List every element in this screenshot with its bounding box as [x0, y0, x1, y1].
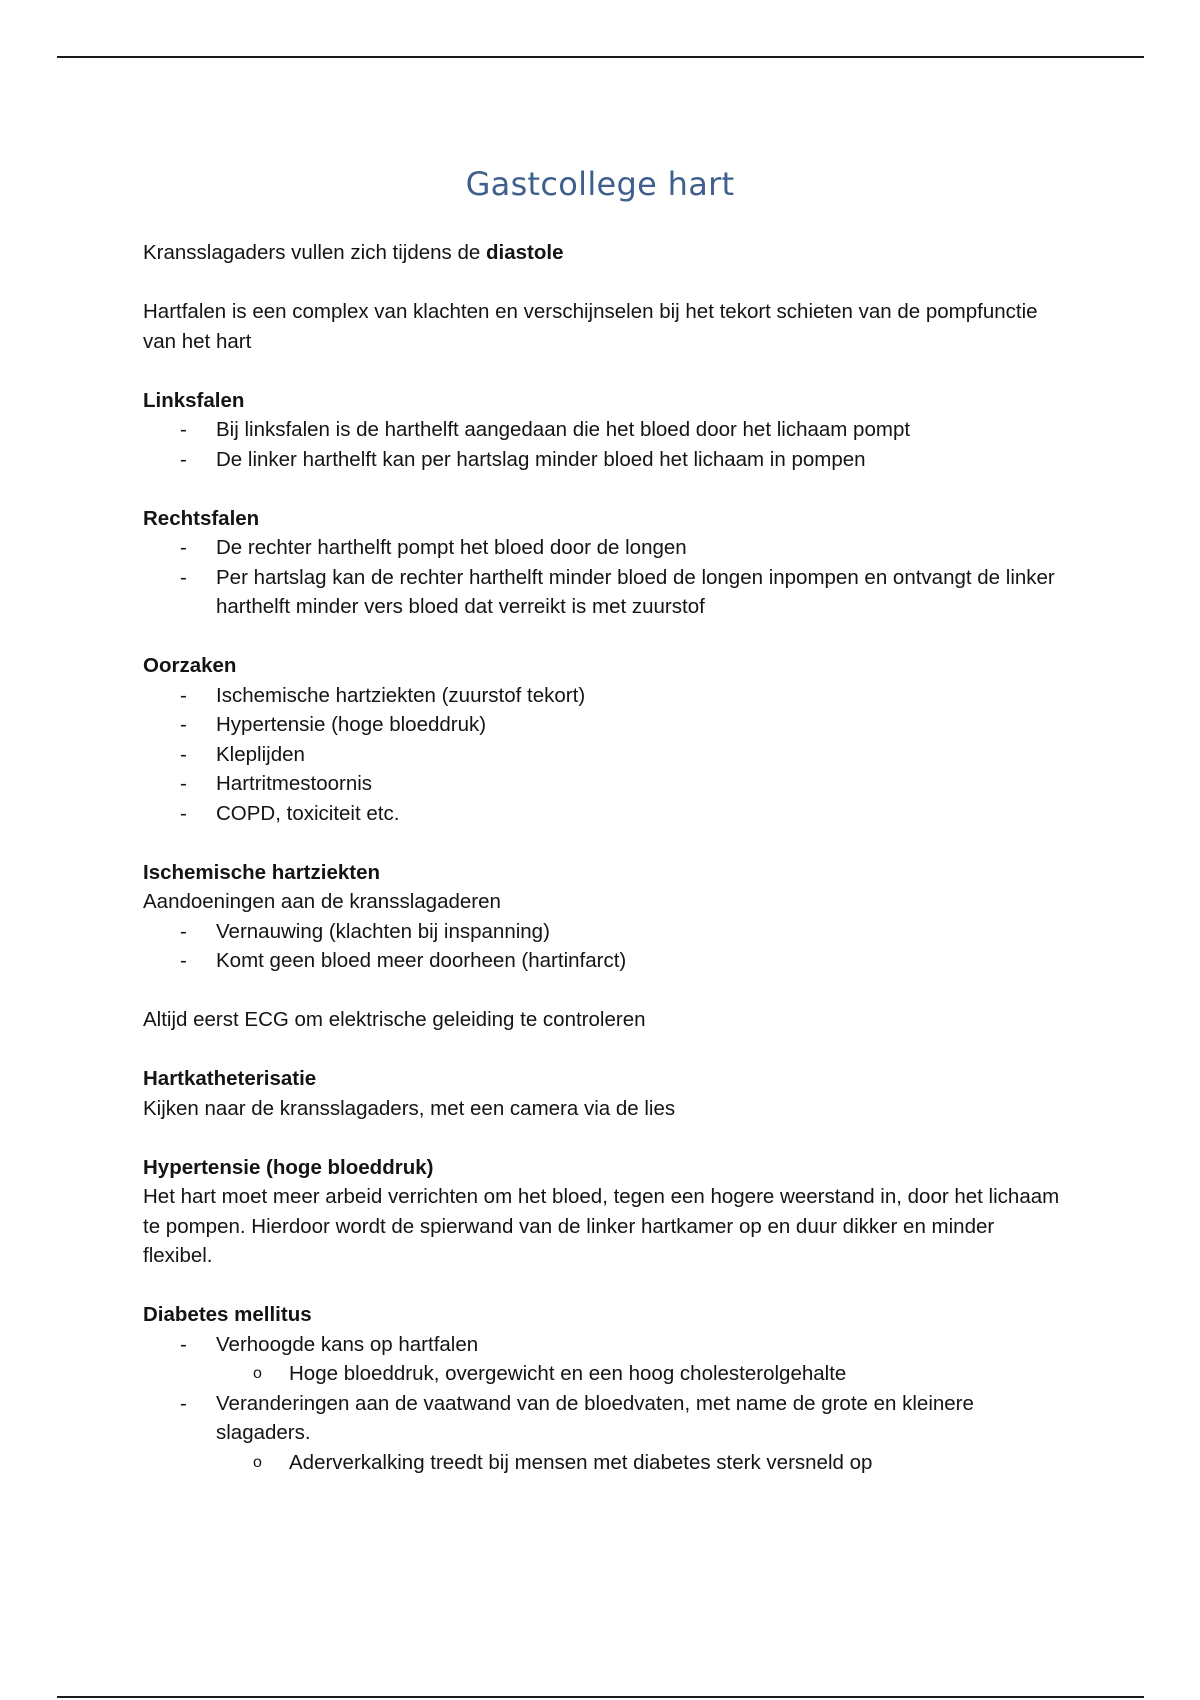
hypertensie-text: Het hart moet meer arbeid verrichten om het bloed, tegen een hogere weerstand in, door het lichaam te pompen. Hierdoor wordt de spierwand van de linker hartkamer op en duur dikker en minder flexibel.	[143, 1185, 1060, 1267]
dash-bullet: -	[180, 447, 187, 471]
linksfalen-list	[143, 415, 1063, 474]
top-rule	[57, 56, 1144, 58]
hypertensie-heading: Hypertensie (hoge bloeddruk)	[143, 1155, 434, 1179]
list-item: - COPD, toxiciteit etc.	[216, 799, 1063, 829]
document-body	[143, 238, 1063, 1477]
intro-bold-term: diastole	[486, 241, 564, 264]
oorzaken-list	[143, 681, 1063, 829]
list-item: - Vernauwing (klachten bij inspanning)	[216, 917, 1063, 947]
diabetes-list	[143, 1330, 1063, 1478]
intro-text: Kransslagaders vullen zich tijdens de	[143, 241, 486, 264]
rechtsfalen-heading: Rechtsfalen	[143, 506, 260, 530]
dash-bullet: -	[180, 1391, 187, 1415]
dash-bullet: -	[180, 1332, 187, 1356]
dash-bullet: -	[180, 742, 187, 766]
circle-bullet: o	[253, 1453, 262, 1471]
ischemisch-text: Aandoeningen aan de kransslagaderen	[143, 890, 501, 913]
sub-list-item: o Hoge bloeddruk, overgewicht en een hoog cholesterolgehalte	[289, 1359, 1063, 1389]
list-item: - Per hartslag kan de rechter harthelft minder bloed de longen inpompen en ontvangt de linker harthelft minder vers bloed dat verreikt is met zuurstof	[216, 563, 1063, 622]
list-item: - Kleplijden	[216, 740, 1063, 770]
dash-bullet: -	[180, 713, 187, 736]
dash-bullet: -	[180, 683, 187, 707]
diabetes-heading: Diabetes mellitus	[143, 1303, 312, 1326]
katheter-heading: Hartkatheterisatie	[143, 1067, 317, 1090]
diabetes-sublist	[216, 1359, 1063, 1389]
ecg-paragraph: Altijd eerst ECG om elektrische geleiding te controleren	[143, 1008, 646, 1031]
hartfalen-paragraph: Hartfalen is een complex van klachten en verschijnselen bij het tekort schieten van de pompfunctie van het hart	[143, 300, 1038, 353]
list-item: - Veranderingen aan de vaatwand van de bloedvaten, met name de grote en kleinere slagaders. o Aderverkalking treedt bij mensen met diabetes sterk versneld op	[216, 1389, 1063, 1478]
dash-bullet: -	[180, 949, 187, 972]
dash-bullet: -	[180, 801, 187, 825]
dash-bullet: -	[180, 919, 187, 943]
list-item: - Bij linksfalen is de harthelft aangedaan die het bloed door het lichaam pompt	[216, 415, 1063, 445]
oorzaken-heading: Oorzaken	[143, 654, 237, 677]
katheter-text: Kijken naar de kransslagaders, met een camera via de lies	[143, 1096, 676, 1120]
page-title: Gastcollege hart	[465, 165, 735, 203]
ischemisch-heading: Ischemische hartziekten	[143, 860, 380, 884]
diabetes-sublist	[216, 1448, 1063, 1478]
list-item: - Hypertensie (hoge bloeddruk)	[216, 710, 1063, 740]
intro-paragraph	[143, 238, 1063, 268]
sub-list-item: o Aderverkalking treedt bij mensen met diabetes sterk versneld op	[289, 1448, 1063, 1478]
list-item: - De linker harthelft kan per hartslag minder bloed het lichaam in pompen	[216, 445, 1063, 475]
dash-bullet: -	[180, 418, 187, 441]
dash-bullet: -	[180, 536, 187, 559]
list-item: - Ischemische hartziekten (zuurstof tekort)	[216, 681, 1063, 711]
dash-bullet: -	[180, 772, 187, 795]
circle-bullet: o	[253, 1365, 262, 1382]
bottom-rule	[57, 1696, 1144, 1698]
list-item: - De rechter harthelft pompt het bloed door de longen	[216, 533, 1063, 563]
list-item: - Hartritmestoornis	[216, 769, 1063, 799]
linksfalen-heading: Linksfalen	[143, 388, 245, 412]
list-item: - Komt geen bloed meer doorheen (hartinfarct)	[216, 946, 1063, 976]
list-item: - Verhoogde kans op hartfalen o Hoge bloeddruk, overgewicht en een hoog cholesterolgehalte	[216, 1330, 1063, 1389]
dash-bullet: -	[180, 565, 187, 589]
ischemisch-list	[143, 917, 1063, 976]
rechtsfalen-list	[143, 533, 1063, 622]
